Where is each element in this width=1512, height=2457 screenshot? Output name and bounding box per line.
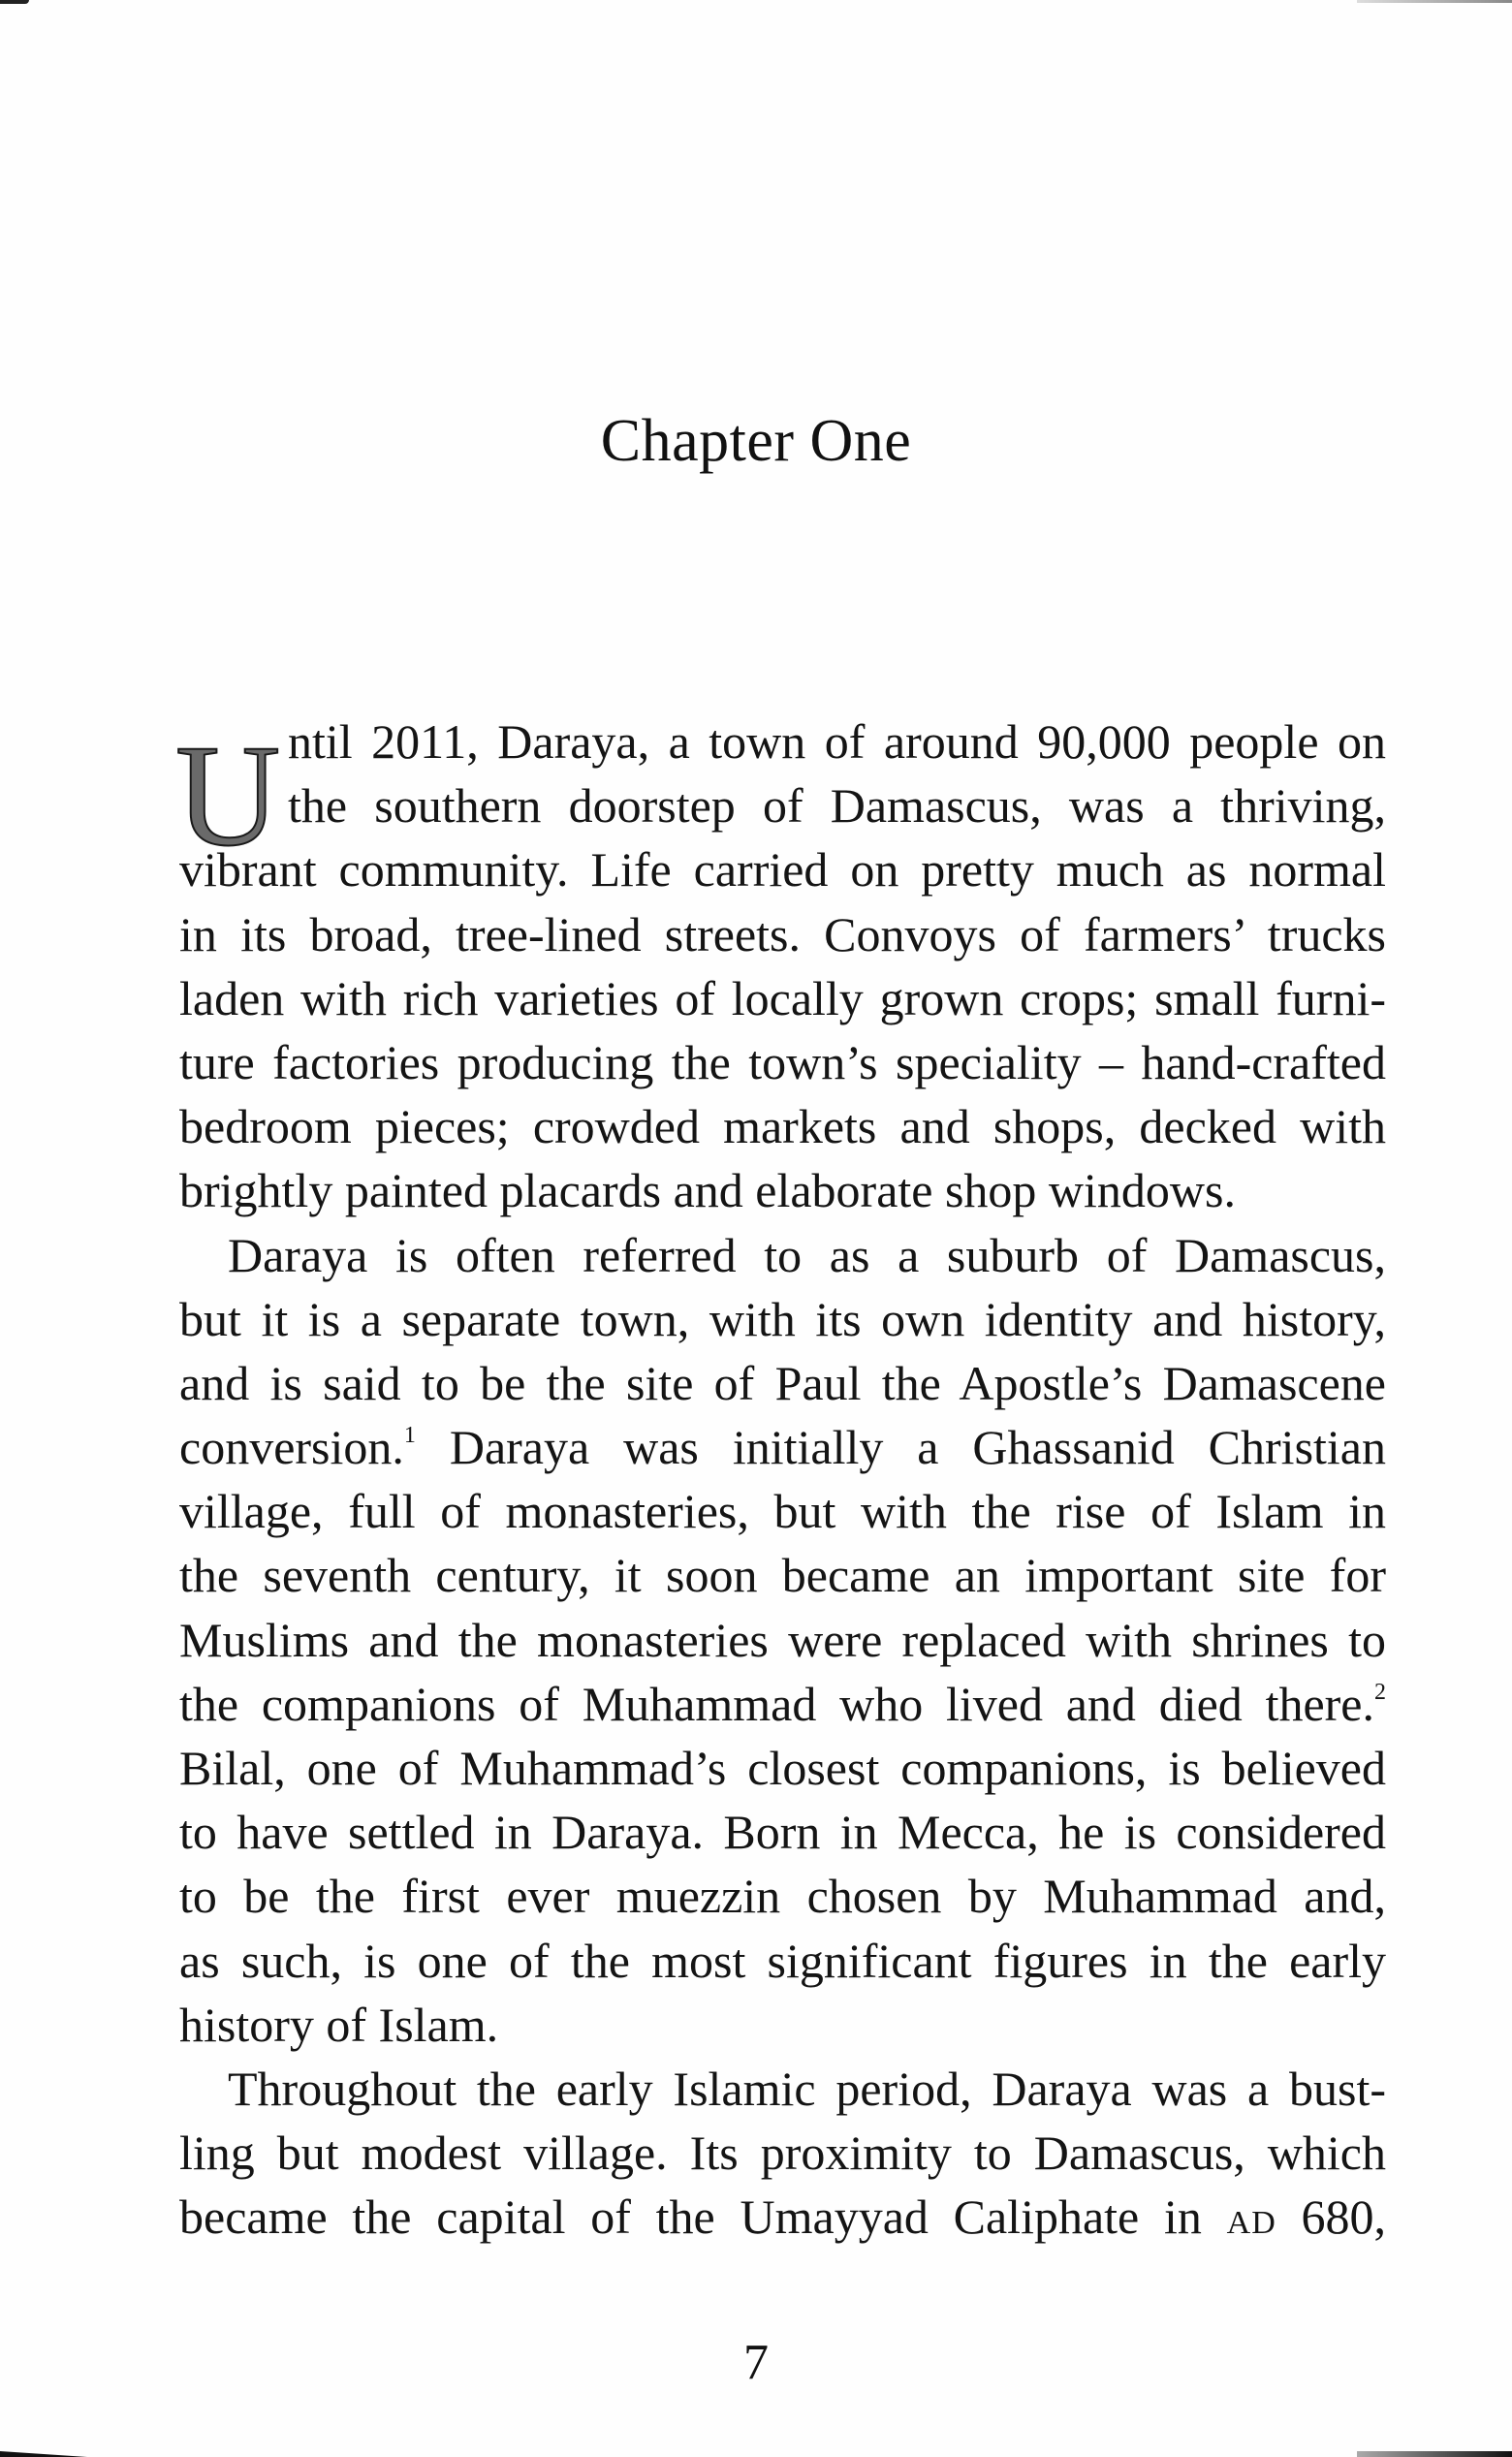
paragraph	[175, 709, 1386, 1223]
body-text	[175, 709, 1387, 2250]
text-fragment: the companions of Muhammad who lived and died there.	[179, 1676, 1374, 1731]
text-line: laden with rich varieties of locally grown crops; small furni-	[179, 970, 1386, 1025]
text-line: bedroom pieces; crowded markets and shops, decked with	[179, 1099, 1386, 1154]
text-line: Muslims and the monasteries were replaced with shrines to	[179, 1612, 1386, 1667]
scan-edge-shadow	[1357, 0, 1512, 3]
text-line: ntil 2011, Daraya, a town of around 90,000 people on	[288, 714, 1386, 769]
text-line	[179, 2185, 1386, 2249]
text-fragment: became the capital of the Umayyad Caliphate in	[179, 2189, 1202, 2245]
text-line: ling but modest village. Its proximity to Damascus, which	[179, 2126, 1386, 2181]
text-line: Daraya is often referred to as a suburb of Damascus,	[228, 1227, 1386, 1282]
text-line: and is said to be the site of Paul the Apostle’s Damascene	[179, 1355, 1386, 1410]
text-line: Bilal, one of Muhammad’s closest companions, is believed	[179, 1741, 1386, 1795]
scan-edge-shadow	[0, 0, 29, 4]
text-line: in its broad, tree-lined streets. Convoys of farmers’ trucks	[179, 906, 1386, 961]
footnote-marker[interactable]: 2	[1374, 1679, 1386, 1705]
text-line: the seventh century, it soon became an important site for	[179, 1548, 1386, 1603]
text-line	[179, 1415, 1386, 1479]
text-line	[179, 1672, 1386, 1736]
text-line: ture factories producing the town’s speciality – hand-crafted	[179, 1034, 1386, 1089]
scan-edge-shadow	[1357, 2451, 1512, 2457]
text-line: as such, is one of the most significant figures in the early	[179, 1933, 1386, 1988]
paragraph	[179, 2057, 1386, 2250]
text-line: but it is a separate town, with its own identity and history,	[179, 1291, 1386, 1346]
text-line: to have settled in Daraya. Born in Mecca, he is considered	[179, 1805, 1386, 1860]
chapter-title: Chapter One	[600, 407, 912, 474]
paragraph	[179, 1223, 1386, 2057]
footnote-marker[interactable]: 1	[403, 1423, 416, 1449]
text-line: to be the first ever muezzin chosen by Muhammad and,	[179, 1869, 1386, 1924]
text-line: the southern doorstep of Damascus, was a thriving,	[288, 778, 1386, 834]
drop-cap: U	[175, 715, 281, 876]
text-fragment: conversion.	[179, 1420, 404, 1475]
text-line: brightly painted placards and elaborate shop windows.	[179, 1163, 1236, 1218]
text-fragment: Daraya was initially a Ghassanid Christian	[449, 1420, 1386, 1475]
text-line: history of Islam.	[179, 1997, 499, 2052]
text-line: vibrant community. Life carried on pretty much as normal	[179, 842, 1386, 898]
page-number: 7	[743, 2335, 769, 2390]
text-line: village, full of monasteries, but with the rise of Islam in	[179, 1484, 1386, 1539]
scan-edge-shadow	[0, 2451, 87, 2457]
text-fragment: 680,	[1301, 2189, 1387, 2245]
text-line: Throughout the early Islamic period, Daraya was a bust-	[228, 2061, 1386, 2116]
era-abbreviation: AD	[1226, 2205, 1276, 2242]
